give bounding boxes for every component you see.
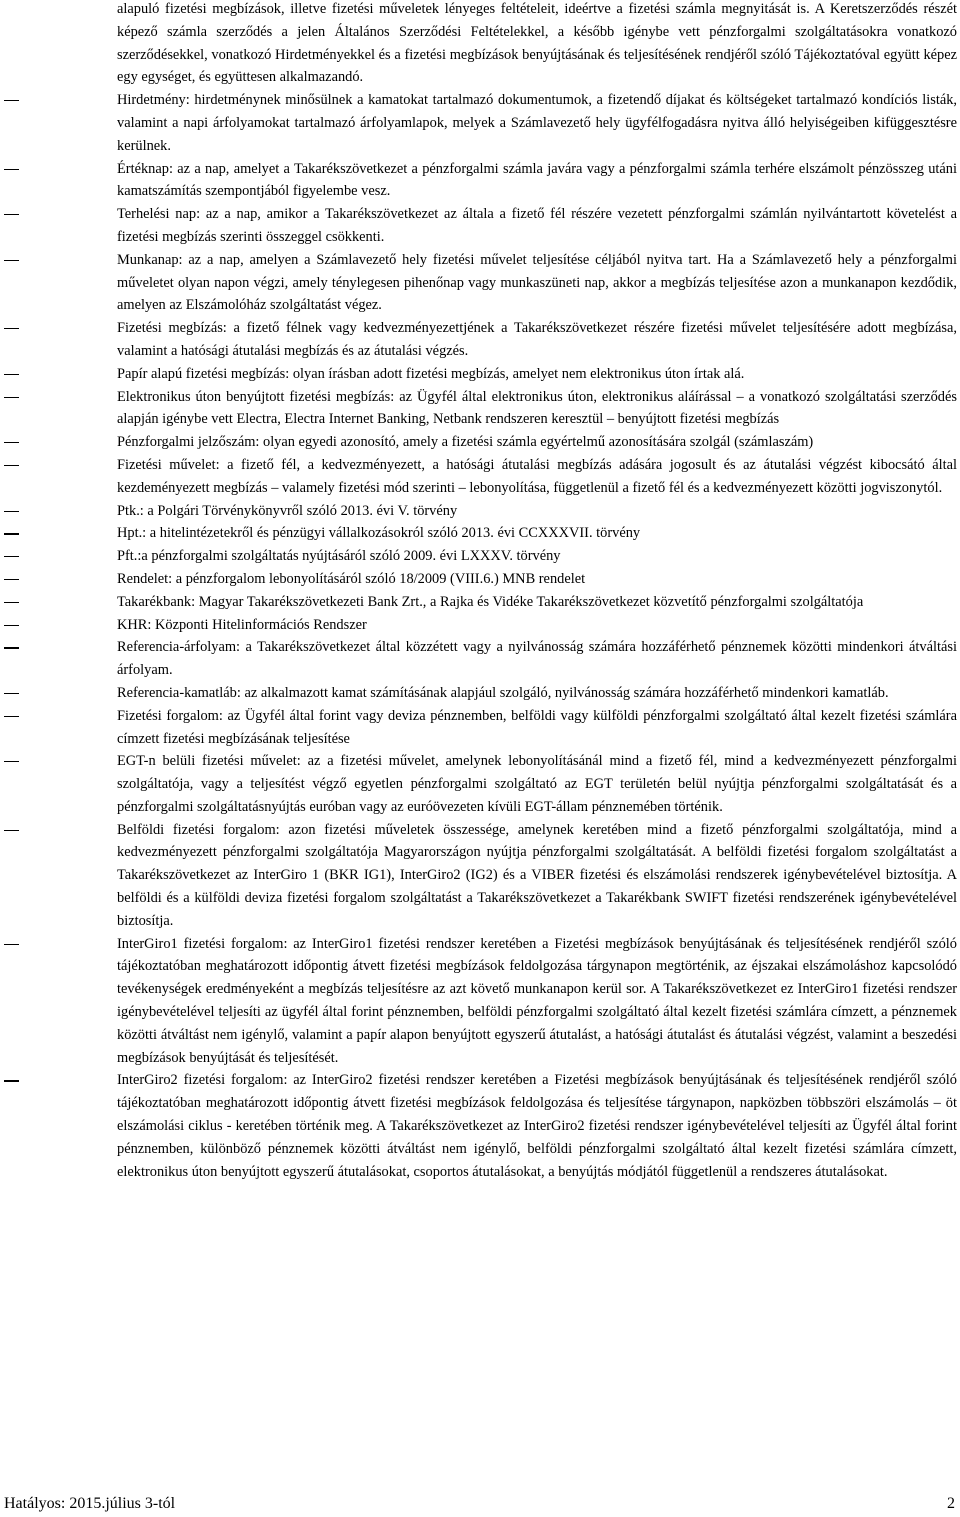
definition-item bbox=[117, 545, 957, 568]
dash-bullet-icon bbox=[4, 374, 19, 375]
definition-text: EGT-n belüli fizetési művelet: az a fizetési művelet, amelynek lebonyolításánál mind a fizető fél, mind a kedvezményezett pénzforgalmi szolgáltatója, vagy a teljesítést végző egyetlen pénzforgalmi szolgáltató az EGT területén belül nyújtja pénzforgalmi szolgáltatását és a pénzforgalmi szolgáltatásnyújtás euróban vagy az euróövezeten kívüli EGT-állam pénznemében történik. bbox=[117, 753, 957, 815]
definition-text: Papír alapú fizetési megbízás: olyan írásban adott fizetési megbízás, amelyet nem elektronikus úton írtak alá. bbox=[117, 365, 745, 382]
definition-text: Fizetési forgalom: az Ügyfél által forint vagy deviza pénznemben, belföldi vagy külföldi pénzforgalmi szolgáltató által kezelt fizetési számlára címzett fizetési megbízásának teljesítése bbox=[117, 707, 957, 747]
definition-item bbox=[117, 89, 957, 157]
definition-text: Elektronikus úton benyújtott fizetési megbízás: az Ügyfél által elektronikus úton, elektronikus aláírással – a vonatkozó szolgáltatási szerződés alapján igénybe vett Electra, Electra Internet Banking, Netbank rendszeren keresztül – benyújtott fizetési megbízás bbox=[117, 388, 957, 428]
definition-item bbox=[117, 636, 957, 682]
definition-item bbox=[117, 249, 957, 317]
definition-text: KHR: Központi Hitelinformációs Rendszer bbox=[117, 616, 367, 633]
dash-bullet-icon bbox=[4, 397, 19, 398]
dash-bullet-icon bbox=[4, 328, 19, 329]
definition-item bbox=[117, 568, 957, 591]
intro-paragraph: alapuló fizetési megbízások, illetve fizetési műveletek lényeges feltételeit, ideértve a fizetési számla megnyitását is. A Keretszerződés részét képező számla szerződés a jelen Általános Szerződési Feltételekkel, a később igénybe vett pénzforgalmi szolgáltatásokra vonatkozó szerződésekkel, vonatkozó Hirdetményekkel és a fizetési megbízások benyújtásának és teljesítésének rendjéről szóló Tájékoztatóval együtt képez egy egységet, és együttesen alkalmazandó. bbox=[117, 1, 957, 86]
dash-bullet-icon bbox=[4, 533, 19, 534]
definition-text: Munkanap: az a nap, amelyen a Számlavezető hely fizetési művelet teljesítése céljából nyitva tart. Ha a Számlavezető hely a pénzforgalmi műveletet olyan napon végzi, amely ténylegesen pihenőnap vagy munkaszüneti nap, akkor a megbízás teljesítése azon a munkanapon kezdődik, amelyen az Elszámolóház szolgáltatást végez. bbox=[117, 251, 957, 314]
definition-item bbox=[117, 819, 957, 933]
dash-bullet-icon bbox=[4, 1080, 19, 1081]
definition-item bbox=[117, 522, 957, 545]
definition-item bbox=[117, 386, 957, 432]
dash-bullet-icon bbox=[4, 693, 19, 694]
definition-text: Fizetési művelet: a fizető fél, a kedvezményezett, a hatósági átutalási megbízás adására jogosult és az átutalási végzést kibocsátó által kezdeményezett megbízás – valamely fizetési mód szerinti – lebonyolítása, függetlenül a fizető fél és a kedvezményezett közötti jogviszonytól. bbox=[117, 456, 957, 496]
definition-text: Rendelet: a pénzforgalom lebonyolításáról szóló 18/2009 (VIII.6.) MNB rendelet bbox=[117, 570, 586, 587]
definition-item bbox=[117, 363, 957, 386]
dash-bullet-icon bbox=[4, 579, 19, 580]
definition-item bbox=[117, 500, 957, 523]
definition-item bbox=[117, 682, 957, 705]
dash-bullet-icon bbox=[4, 647, 19, 648]
dash-bullet-icon bbox=[4, 100, 19, 101]
definition-text: Referencia-kamatláb: az alkalmazott kamat számításának alapjául szolgáló, nyilvánosság számára hozzáférhető mindenkori kamatláb. bbox=[117, 684, 889, 701]
dash-bullet-icon bbox=[4, 602, 19, 603]
definition-item bbox=[117, 158, 957, 204]
definition-text: Takarékbank: Magyar Takarékszövetkezeti Bank Zrt., a Rajka és Vidéke Takarékszövetkezet közvetítő pénzforgalmi szolgáltatója bbox=[117, 593, 864, 610]
dash-bullet-icon bbox=[4, 556, 19, 557]
definition-item bbox=[117, 705, 957, 751]
definition-text: InterGiro1 fizetési forgalom: az InterGiro1 fizetési rendszer keretében a Fizetési megbízások benyújtásának és teljesítésének rendjéről szóló tájékoztatóban meghatározott időpontig átvett fizetési megbízások feldolgozása tárgynapon megtörténik, az éjszakai elszámoláshoz kapcsolódó tevékenységek eredményeként a megbízás teljesítésre az azt követő munkanapon kerül sor. A Takarékszövetkezet ez InterGiro1 fizetési rendszer igénybevételével teljesíti az ügyfél által forint pénznemben, belföldi pénzforgalmi szolgáltató által kezelt fizetési számlára címzett, a pénznemek közötti átváltást nem igénylő, valamint a papír alapon benyújtott egyszerű átutalást, a hatósági átutalást és átutalási végzést, valamint a beszedési megbízások benyújtását és teljesítését. bbox=[117, 935, 957, 1066]
definition-list bbox=[0, 89, 960, 1183]
definition-item bbox=[117, 431, 957, 454]
definition-text: Referencia-árfolyam: a Takarékszövetkezet által közzétett vagy a nyilvánosság számára hozzáférhető pénznemek közötti mindenkori átváltási árfolyam. bbox=[117, 639, 957, 679]
definition-item bbox=[117, 203, 957, 249]
definition-item bbox=[117, 933, 957, 1070]
definition-item bbox=[117, 454, 957, 500]
dash-bullet-icon bbox=[4, 511, 19, 512]
definition-text: Belföldi fizetési forgalom: azon fizetési műveletek összessége, amelynek keretében mind a fizető pénzforgalmi szolgáltatója, mind a kedvezményezett pénzforgalmi szolgáltatója Magyarországon nyújtja pénzforgalmi szolgáltatását. A belföldi fizetési forgalom szolgáltatást a Takarékszövetkezet az InterGiro 1 (BKR IG1), InterGiro2 (IG2) és a VIBER fizetési és elszámolási rendszerek igénybevételével biztosítja. A belföldi és a külföldi deviza fizetési forgalom szolgáltatást a Takarékszövetkezet a Takarékbank SWIFT fizetési rendszerének igénybevételével biztosítja. bbox=[117, 821, 957, 929]
definition-text: Terhelési nap: az a nap, amikor a Takarékszövetkezet az általa a fizető fél részére vezetett pénzforgalmi számlán nyilvántartott követelést a fizetési megbízás szerinti összeggel csökkenti. bbox=[117, 206, 957, 245]
dash-bullet-icon bbox=[4, 169, 19, 170]
dash-bullet-icon bbox=[4, 944, 19, 945]
definition-item bbox=[117, 614, 957, 637]
definition-item bbox=[117, 591, 957, 614]
dash-bullet-icon bbox=[4, 761, 19, 762]
dash-bullet-icon bbox=[4, 716, 19, 717]
dash-bullet-icon bbox=[4, 830, 19, 831]
definition-item bbox=[117, 1069, 957, 1183]
dash-bullet-icon bbox=[4, 465, 19, 466]
page-number: 2 bbox=[947, 1495, 955, 1512]
definition-text: Fizetési megbízás: a fizető félnek vagy kedvezményezettjének a Takarékszövetkezet részére fizetési művelet teljesítésére adott megbízása, valamint a hatósági átutalási megbízás és az átutalási végzés. bbox=[117, 320, 957, 359]
definition-text: Hpt.: a hitelintézetekről és pénzügyi vállalkozásokról szóló 2013. évi CCXXXVII. törvény bbox=[117, 525, 641, 542]
footer-effective-date: Hatályos: 2015.július 3-tól bbox=[4, 1495, 176, 1512]
definition-text: Hirdetmény: hirdetménynek minősülnek a kamatokat tartalmazó dokumentumok, a fizetendő díjakat és költségeket tartalmazó kondíciós listák, valamint a napi árfolyamokat tartalmazó árfolyamlapok, melyek a Számlavezető hely ügyfélfogadásra nyitva álló helyiségeiben kifüggesztésre kerülnek. bbox=[117, 92, 957, 154]
dash-bullet-icon bbox=[4, 214, 19, 215]
definition-item bbox=[117, 317, 957, 363]
definition-item bbox=[117, 750, 957, 818]
definition-text: Pénzforgalmi jelzőszám: olyan egyedi azonosító, amely a fizetési számla egyértelmű azonosítására szolgál (számlaszám) bbox=[117, 434, 814, 451]
dash-bullet-icon bbox=[4, 625, 19, 626]
definition-text: Értéknap: az a nap, amelyet a Takarékszövetkezet a pénzforgalmi számla javára vagy a pénzforgalmi számla terhére elszámolt pénzösszeg utáni kamatszámítás szempontjából figyelembe vesz. bbox=[117, 160, 957, 200]
definition-text: InterGiro2 fizetési forgalom: az InterGiro2 fizetési rendszer keretében a Fizetési megbízások benyújtásának és teljesítésének rendjéről szóló tájékoztatóban meghatározott időpontig átvett fizetési megbízások feldolgozása és teljesítése tárgynapon, napközben többszöri elszámolás – öt elszámolási ciklus - keretében történik meg. A Takarékszövetkezet az InterGiro2 fizetési rendszer igénybevételével teljesíti az Ügyfél által forint pénznemben, különböző pénznemek közötti átváltást nem igénylő, belföldi pénzforgalmi szolgáltató által kezelt fizetési számlára címzett, elektronikus úton benyújtott egyszerű átutalásokat, csoportos átutalásokat, a benyújtás módjától függetlenül a rendszeres átutalásokat. bbox=[117, 1072, 957, 1180]
dash-bullet-icon bbox=[4, 442, 19, 443]
definition-text: Ptk.: a Polgári Törvénykönyvről szóló 2013. évi V. törvény bbox=[117, 502, 458, 519]
definition-text: Pft.:a pénzforgalmi szolgáltatás nyújtásáról szóló 2009. évi LXXXV. törvény bbox=[117, 548, 561, 565]
dash-bullet-icon bbox=[4, 260, 19, 261]
